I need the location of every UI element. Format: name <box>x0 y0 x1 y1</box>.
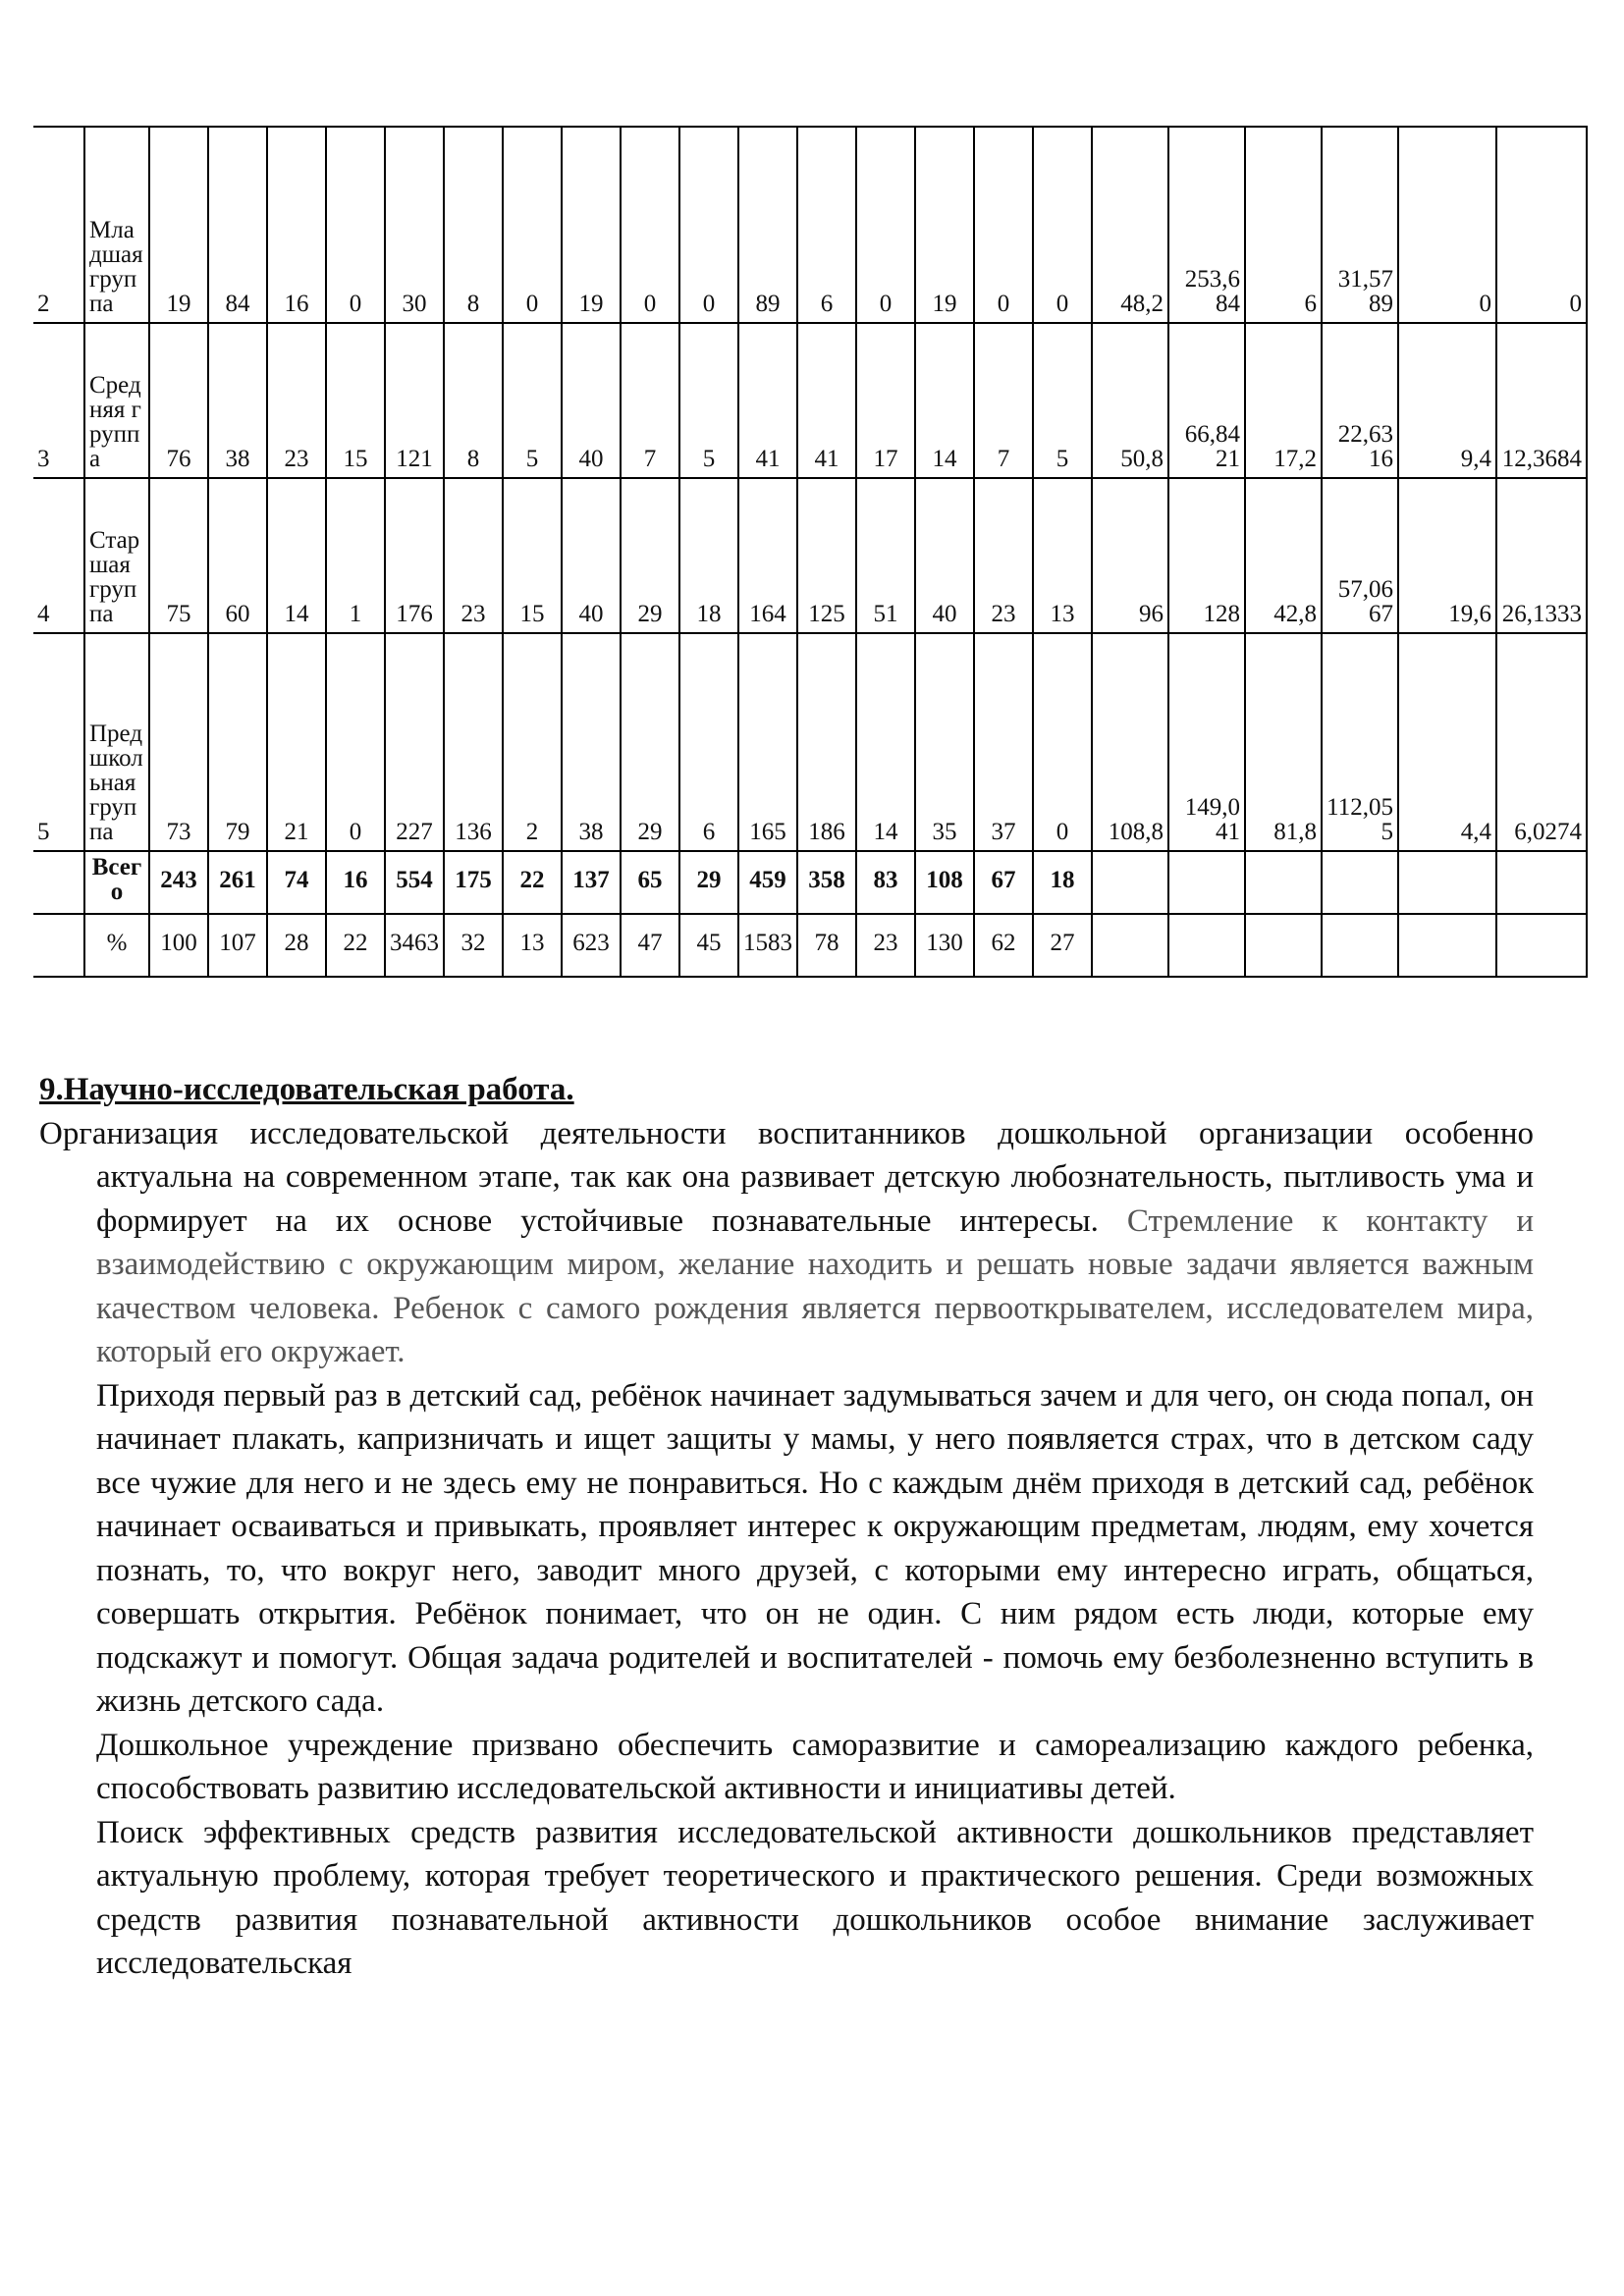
table-cell <box>1398 914 1496 977</box>
table-cell: 137 <box>562 851 621 914</box>
table-cell: 23 <box>856 914 915 977</box>
paragraph-1 <box>39 1112 1534 1374</box>
row-number: 5 <box>33 633 84 851</box>
table-cell: 176 <box>385 478 444 633</box>
table-cell: 0 <box>326 633 385 851</box>
table-cell: 2 <box>503 633 562 851</box>
table-cell: 253,684 <box>1168 127 1245 323</box>
table-cell: 261 <box>208 851 267 914</box>
table-cell: 23 <box>974 478 1033 633</box>
table-cell: 13 <box>1033 478 1092 633</box>
table-cell: 42,8 <box>1245 478 1322 633</box>
table-cell: 17 <box>856 323 915 478</box>
table-cell: 18 <box>679 478 738 633</box>
table-row <box>33 478 1587 633</box>
table-row <box>33 127 1587 323</box>
table-cell: 13 <box>503 914 562 977</box>
table-cell: 26,1333 <box>1496 478 1587 633</box>
table-cell: 66,8421 <box>1168 323 1245 478</box>
table-cell: 27 <box>1033 914 1092 977</box>
total-label: Всего <box>84 851 149 914</box>
table-cell: 84 <box>208 127 267 323</box>
table-cell <box>1398 851 1496 914</box>
table-cell: 149,041 <box>1168 633 1245 851</box>
table-cell: 0 <box>503 127 562 323</box>
table-cell: 128 <box>1168 478 1245 633</box>
percent-row <box>33 914 1587 977</box>
row-number: 3 <box>33 323 84 478</box>
table-cell: 5 <box>679 323 738 478</box>
table-cell: 19,6 <box>1398 478 1496 633</box>
table-cell: 6,0274 <box>1496 633 1587 851</box>
table-cell: 14 <box>915 323 974 478</box>
table-row <box>33 633 1587 851</box>
table-cell <box>1168 914 1245 977</box>
table-cell: 32 <box>444 914 503 977</box>
paragraph-3: Дошкольное учреждение призвано обеспечить саморазвитие и самореализацию каждого ребенка, способствовать развитию исследовательской активности и инициативы детей. <box>96 1727 1534 1806</box>
percent-label: % <box>84 914 149 977</box>
table-cell: 31,5789 <box>1322 127 1398 323</box>
table-cell: 107 <box>208 914 267 977</box>
table-cell: 29 <box>621 478 679 633</box>
table-cell: 96 <box>1092 478 1168 633</box>
table-cell: 74 <box>267 851 326 914</box>
table-cell: 459 <box>738 851 797 914</box>
table-cell: 15 <box>326 323 385 478</box>
table-cell: 0 <box>974 127 1033 323</box>
table-cell: 78 <box>797 914 856 977</box>
paragraph-1-gray-text: Стремление к контакту и взаимодействию с окружающим миром, желание находить и решать новые задачи является важным качеством человека. Ребенок с самого рождения является первооткрывателем, исследователем мира, который его окружает. <box>96 1202 1535 1369</box>
table-cell: 108 <box>915 851 974 914</box>
table-cell: 6 <box>1245 127 1322 323</box>
table-cell: 73 <box>149 633 208 851</box>
table-cell: 23 <box>444 478 503 633</box>
table-cell: 17,2 <box>1245 323 1322 478</box>
table-cell: 19 <box>915 127 974 323</box>
table-cell: 554 <box>385 851 444 914</box>
table-cell: 29 <box>679 851 738 914</box>
table-cell: 28 <box>267 914 326 977</box>
table-cell: 4,4 <box>1398 633 1496 851</box>
table-cell: 7 <box>974 323 1033 478</box>
table-cell: 50,8 <box>1092 323 1168 478</box>
table-cell: 0 <box>856 127 915 323</box>
table-cell: 65 <box>621 851 679 914</box>
results-table <box>33 126 1588 978</box>
table-cell: 83 <box>856 851 915 914</box>
research-section <box>39 1068 1534 1986</box>
table-cell: 41 <box>738 323 797 478</box>
table-cell: 165 <box>738 633 797 851</box>
table-cell: 89 <box>738 127 797 323</box>
total-row <box>33 851 1587 914</box>
table-cell: 41 <box>797 323 856 478</box>
table-cell: 45 <box>679 914 738 977</box>
table-cell: 121 <box>385 323 444 478</box>
table-cell <box>1496 851 1587 914</box>
table-cell: 5 <box>1033 323 1092 478</box>
table-cell: 130 <box>915 914 974 977</box>
table-cell: 0 <box>1033 127 1092 323</box>
table-cell: 21 <box>267 633 326 851</box>
table-cell: 38 <box>562 633 621 851</box>
table-cell: 0 <box>326 127 385 323</box>
table-cell: 227 <box>385 633 444 851</box>
table-cell <box>1245 914 1322 977</box>
row-number: 4 <box>33 478 84 633</box>
table-cell: 75 <box>149 478 208 633</box>
table-cell: 6 <box>679 633 738 851</box>
paragraph-2: Приходя первый раз в детский сад, ребёнок начинает задумываться зачем и для чего, он сюда попал, он начинает плакать, капризничать и ищет защиты у мамы, у него появляется страх, что в детском саду все чужие для него и не здесь ему не понравиться. Но с каждым днём приходя в детский сад, ребёнок начинает осваиваться и привыкать, проявляет интерес к окружающим предметам, людям, ему хочется познать, то, что вокруг него, заводит много друзей, с которыми ему интересно играть, общаться, совершать открытия. Ребёнок понимает, что он не один. С ним рядом есть люди, которые ему подскажут и помогут. Общая задача родителей и воспитателей - помочь ему безболезненно вступить в жизнь детского сада. <box>96 1377 1534 1719</box>
table-cell <box>1322 851 1398 914</box>
row-number <box>33 851 84 914</box>
table-cell: 19 <box>149 127 208 323</box>
table-cell <box>1092 851 1168 914</box>
table-cell: 243 <box>149 851 208 914</box>
table-cell: 62 <box>974 914 1033 977</box>
table-cell: 12,3684 <box>1496 323 1587 478</box>
table-cell: 358 <box>797 851 856 914</box>
table-cell: 18 <box>1033 851 1092 914</box>
table-body <box>33 127 1587 977</box>
table-cell: 37 <box>974 633 1033 851</box>
table-cell: 0 <box>679 127 738 323</box>
table-cell: 112,055 <box>1322 633 1398 851</box>
table-cell: 16 <box>267 127 326 323</box>
table-cell: 19 <box>562 127 621 323</box>
table-cell: 164 <box>738 478 797 633</box>
table-cell: 136 <box>444 633 503 851</box>
table-cell: 40 <box>562 323 621 478</box>
table-cell: 14 <box>856 633 915 851</box>
group-name: Средняя группа <box>84 323 149 478</box>
table-cell: 40 <box>562 478 621 633</box>
paragraph-4: Поиск эффективных средств развития исследовательской активности дошкольников представляет актуальную проблему, которая требует теоретического и практического решения. Среди возможных средств развития познавательной активности дошкольников особое внимание заслуживает исследовательская <box>96 1814 1534 1981</box>
table-cell: 47 <box>621 914 679 977</box>
table-cell: 29 <box>621 633 679 851</box>
table-cell: 22 <box>503 851 562 914</box>
table-cell: 14 <box>267 478 326 633</box>
row-number: 2 <box>33 127 84 323</box>
table-cell: 38 <box>208 323 267 478</box>
table-cell: 15 <box>503 478 562 633</box>
table-cell: 67 <box>974 851 1033 914</box>
table-cell: 8 <box>444 323 503 478</box>
table-cell: 5 <box>503 323 562 478</box>
table-cell: 48,2 <box>1092 127 1168 323</box>
table-cell <box>1322 914 1398 977</box>
table-row <box>33 323 1587 478</box>
table-cell: 40 <box>915 478 974 633</box>
paragraph-1-text: Организация исследовательской деятельности воспитанников дошкольной организации особенно актуальна на современном этапе, так как она развивает детскую любознательность, пытливость ума и формирует на их основе устойчивые познавательные интересы. <box>39 1115 1534 1239</box>
table-cell: 79 <box>208 633 267 851</box>
table-cell: 7 <box>621 323 679 478</box>
table-cell: 125 <box>797 478 856 633</box>
table-cell: 0 <box>1033 633 1092 851</box>
table-cell: 23 <box>267 323 326 478</box>
table-cell <box>1496 914 1587 977</box>
group-name: Младшая группа <box>84 127 149 323</box>
table-cell <box>1092 914 1168 977</box>
table-cell: 51 <box>856 478 915 633</box>
table-cell: 100 <box>149 914 208 977</box>
table-cell: 57,0667 <box>1322 478 1398 633</box>
table-cell: 175 <box>444 851 503 914</box>
table-cell <box>1245 851 1322 914</box>
group-name: Старшая группа <box>84 478 149 633</box>
table-cell: 6 <box>797 127 856 323</box>
table-cell: 0 <box>1398 127 1496 323</box>
table-cell: 0 <box>1496 127 1587 323</box>
table-cell: 108,8 <box>1092 633 1168 851</box>
table-cell: 16 <box>326 851 385 914</box>
table-cell: 186 <box>797 633 856 851</box>
table-cell: 3463 <box>385 914 444 977</box>
table-cell: 81,8 <box>1245 633 1322 851</box>
table-cell <box>1168 851 1245 914</box>
table-cell: 35 <box>915 633 974 851</box>
table-cell: 76 <box>149 323 208 478</box>
table-cell: 30 <box>385 127 444 323</box>
table-cell: 1 <box>326 478 385 633</box>
row-number <box>33 914 84 977</box>
table-cell: 60 <box>208 478 267 633</box>
section-heading: 9.Научно-исследовательская работа. <box>39 1072 574 1107</box>
table-cell: 9,4 <box>1398 323 1496 478</box>
table-cell: 22,6316 <box>1322 323 1398 478</box>
table-cell: 623 <box>562 914 621 977</box>
table-cell: 22 <box>326 914 385 977</box>
table-cell: 1583 <box>738 914 797 977</box>
group-name: Предшкольная группа <box>84 633 149 851</box>
table-cell: 0 <box>621 127 679 323</box>
table-cell: 8 <box>444 127 503 323</box>
